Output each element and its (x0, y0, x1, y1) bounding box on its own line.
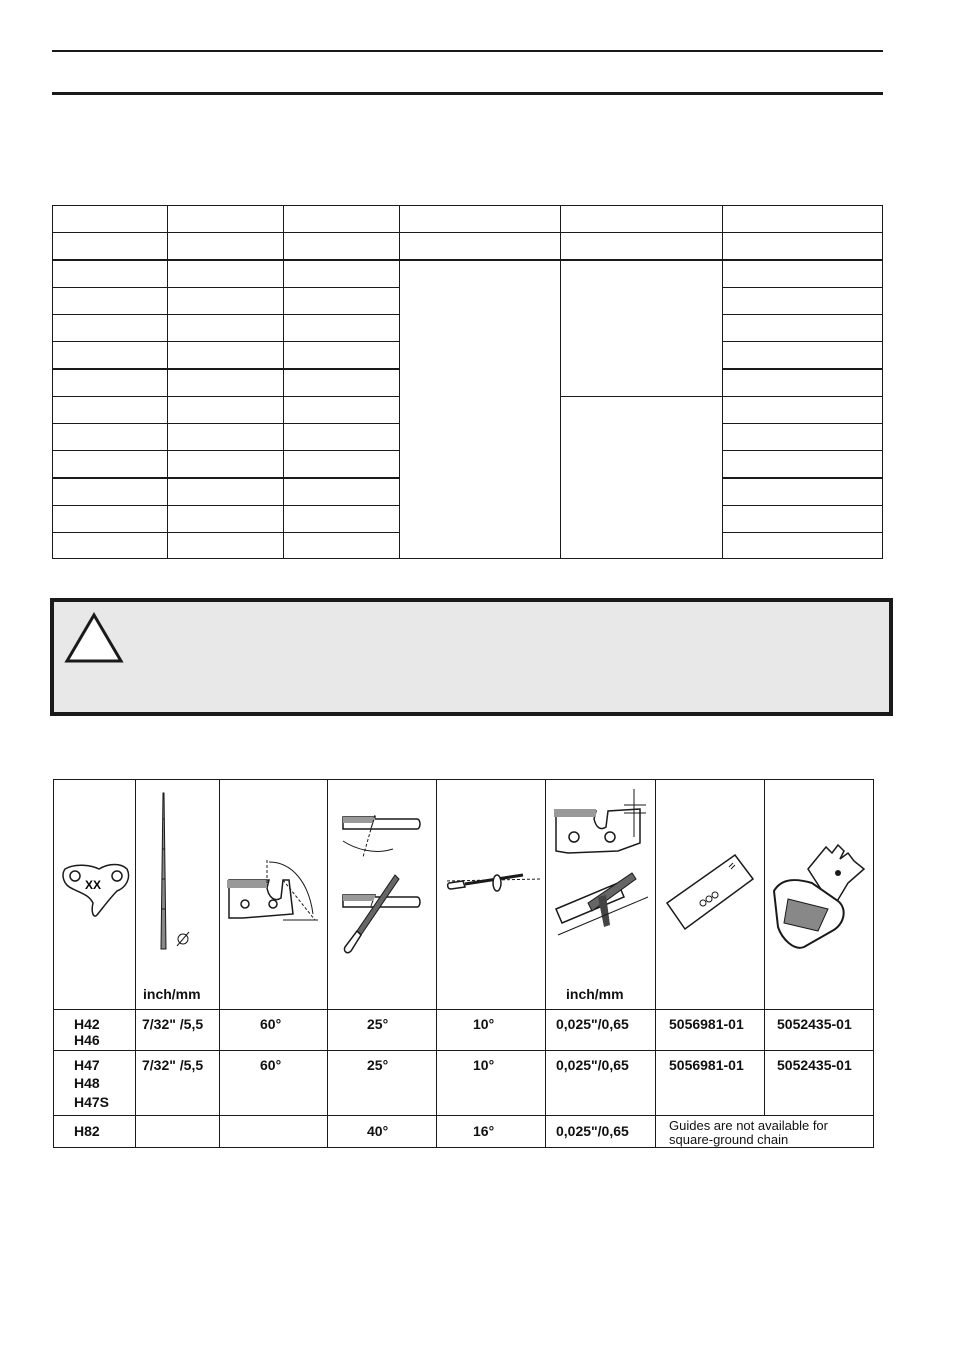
side-plate-angle-icon (223, 854, 323, 934)
depth-gauge-unit-label: inch/mm (566, 986, 624, 1002)
header-rule-top (52, 50, 883, 52)
row1-file-size: 7/32" /5,5 (142, 1016, 204, 1032)
row1-depth-gauge: 0,025"/0,65 (556, 1016, 629, 1032)
warning-triangle-icon (64, 612, 124, 664)
row3-guides-note-line1: Guides are not available for (669, 1118, 828, 1133)
row2-top-plate-angle: 25° (367, 1057, 389, 1073)
row2-side-plate-angle: 60° (260, 1057, 282, 1073)
file-tilt-icon (443, 859, 543, 909)
row1-model-1: H42 (74, 1016, 100, 1032)
row1-top-plate-angle: 25° (367, 1016, 389, 1032)
sharpening-tools-table (53, 779, 874, 1148)
link-marking: XX (85, 878, 102, 892)
row1-file-tilt: 10° (473, 1016, 495, 1032)
spec-grid-table (52, 205, 883, 559)
warning-box (50, 598, 893, 716)
header-rule-bottom (52, 92, 883, 95)
row1-side-plate-angle: 60° (260, 1016, 282, 1032)
round-file-icon (153, 789, 213, 959)
file-guide-plate-icon (663, 849, 758, 939)
depth-gauge-tool-icon (768, 839, 870, 949)
row2-model-3: H47S (74, 1094, 110, 1110)
row3-file-tilt: 16° (473, 1123, 495, 1139)
row2-file-tilt: 10° (473, 1057, 495, 1073)
row3-depth-gauge: 0,025"/0,65 (556, 1123, 629, 1139)
row2-model-1: H47 (74, 1057, 100, 1073)
row1-file-guide-part: 5056981-01 (669, 1016, 744, 1032)
row3-guides-note-line2: square-ground chain (669, 1132, 789, 1147)
row2-file-size: 7/32" /5,5 (142, 1057, 204, 1073)
row1-model-2: H46 (74, 1032, 100, 1048)
file-unit-label: inch/mm (143, 986, 201, 1002)
row2-depth-gauge-tool-part: 5052435-01 (777, 1057, 852, 1073)
top-plate-angle-icon (335, 805, 435, 975)
depth-gauge-icon (548, 787, 653, 957)
row3-model-1: H82 (74, 1123, 100, 1139)
row2-depth-gauge: 0,025"/0,65 (556, 1057, 629, 1073)
row2-file-guide-part: 5056981-01 (669, 1057, 744, 1073)
chain-drive-link-icon (61, 861, 131, 921)
row3-top-plate-angle: 40° (367, 1123, 389, 1139)
row1-depth-gauge-tool-part: 5052435-01 (777, 1016, 852, 1032)
row2-model-2: H48 (74, 1075, 100, 1091)
